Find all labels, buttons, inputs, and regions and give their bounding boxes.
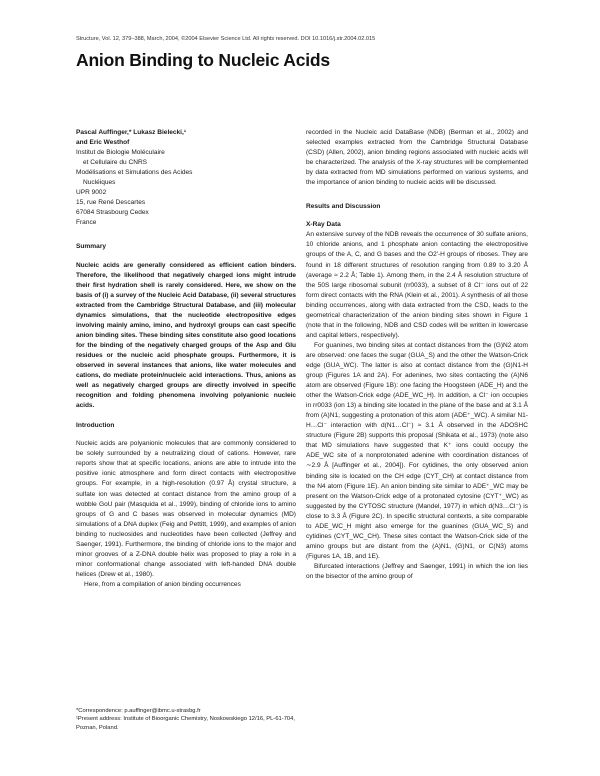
- left-column: [76, 128, 296, 590]
- xray-paragraph-2: For guanines, two binding sites at contact distances from the (G)N2 atom are observed: one faces the sugar (GUA_S) and the other the Watson-Crick edge (GUA_WC). The latter is also at contact distance from the (G)N1-H group (Figures 1A and 2A). For adenines, two sites contacting the (A)N6 atom are observed (Figure 1B): one facing the Hoogsteen (ADE_H) and the other the Watson-Crick edge (ADE_WC_H). In addition, a Cl⁻ ion occupies in rr0033 (ion 13) a binding site located in the plane of the base and at 3.1 Å from (A)N1, suggesting a protonation of this atom (ADE⁺_WC). A similar N1-H…Cl⁻ interaction with d(N1…Cl⁻) ≈ 3.1 Å observed in the ADOSHC structure (Figure 2B) supports this proposal (Shikata et al., 1973) (note also that MD simulations have suggested that K⁺ ions could occupy the ADE_WC site of a nonprotonated adenine with coordination distances of ∼2.9 Å [Auffinger et al., 2004]). For cytidines, the only observed anion binding site is located on the CH edge (CYT_CH) at contact distance from the N4 atom (Figure 1E). An anion binding site similar to ADE⁺_WC may be present on the Watson-Crick edge of a protonated cytosine (CYT⁺_WC) as suggested by the CYTOSC structure (Mandel, 1977) in which d(N3…Cl⁻) is close to 3.3 Å (Figure 2C). In specific structural contexts, a site comparable to ADE_WC_H might also emerge for the guanines (GUA_WC_S) and cytidines (CYT_WC_CH). These sites contact the Watson-Crick side of the amino groups but are distant from the (A)N1, (G)N1, or C(N3) atoms (Figures 1A, 1B, and 1E).: [306, 341, 528, 560]
- authors-line-1: Pascal Auffinger,* Lukasz Bielecki,¹: [76, 129, 187, 136]
- affiliation-line: 15, rue René Descartes: [76, 199, 146, 207]
- right-column: [306, 128, 528, 582]
- xray-paragraph-1: An extensive survey of the NDB reveals the occurrence of 30 sulfate anions, 10 chloride anions, and 1 phosphate anion contacting the electropositive groups of the A, C, and G bases and the O2′-H groups of riboses. They are found in 18 different structures of resolution ranging from 0.89 to 3.20 Å (average ≈ 2.2 Å; Table 1). Among them, in the 2.4 Å resolution structure of the 50S large ribosomal subunit (rr0033), a subset of 8 Cl⁻ ions out of 22 form direct contacts with the RNA (Klein et al., 2001). A synthesis of all those binding occurrences, along with data extracted from the CSD, leads to the geometrical characterization of the anion binding sites shown in Figure 1 (note that in the following, NDB and CSD codes will be written in lowercase and capital letters, respectively).: [306, 231, 528, 339]
- affiliation: [76, 148, 296, 228]
- affiliation-line: Nucléiques: [83, 179, 116, 187]
- article-title: Anion Binding to Nucleic Acids: [76, 50, 330, 70]
- affiliation-line: Institut de Biologie Moléculaire: [76, 149, 165, 157]
- results-heading: Results and Discussion: [306, 203, 381, 211]
- affiliation-line: Modélisations et Simulations des Acides: [76, 169, 193, 177]
- continuation-paragraph: recorded in the Nucleic acid DataBase (NDB) (Berman et al., 2002) and selected examples extracted from the Cambridge Structural Database (CSD) (Allen, 2002), anion binding regions associated with nucleic acids will be characterized. The analysis of the X-ray structures will be complemented by data extracted from MD simulations performed on various systems, and the importance of anion binding to nucleic acids will be discussed.: [306, 129, 528, 187]
- introduction-heading: Introduction: [76, 422, 115, 430]
- summary-text: Nucleic acids are generally considered as efficient cation binders. Therefore, the likelihood that negatively charged ions might intrude their first hydration shell is rarely considered. Here, we show on the basis of (i) a survey of the Nucleic Acid Database, (ii) several structures extracted from the Cambridge Structural Database, and (iii) molecular dynamics simulations, that the nucleotide electropositive edges involving mainly amino, imino, and hydroxyl groups can cast specific anion binding sites. These binding sites constitute also good locations for the binding of the negatively charged groups of the Asp and Glu residues or the nucleic acid phosphate groups. Furthermore, it is observed in several instances that anions, like water molecules and cations, do mediate protein/nucleic acid interactions. Thus, anions as well as negatively charged groups are directly involved in specific recognition and folding phenomena involving polyanionic nucleic acids.: [76, 261, 296, 410]
- authors-line-2: and Eric Westhof: [76, 139, 130, 147]
- affiliation-line: et Cellulaire du CNRS: [83, 159, 148, 167]
- introduction-paragraph-2: Here, from a compilation of anion binding occurrences: [84, 580, 241, 588]
- footnotes: [76, 707, 296, 732]
- running-head: Structure, Vol. 12, 379–388, March, 2004, ©2004 Elsevier Science Ltd. All rights reserved. DOI 10.1016/j.str.2004.02.015: [76, 36, 376, 42]
- address-footnote: ¹Present address: Institute of Bioorganic Chemistry, Noskowskiego 12/16, PL-61-704, Poznan, Poland.: [76, 716, 295, 731]
- affiliation-line: France: [76, 219, 97, 227]
- xray-paragraph-3: Bifurcated interactions (Jeffrey and Saenger, 1991) in which the ion lies on the bisector of the amino group of: [306, 562, 528, 580]
- affiliation-line: 67084 Strasbourg Cedex: [76, 209, 149, 217]
- correspondence-footnote: *Correspondence: p.auffinger@ibmc.u-strasbg.fr: [76, 708, 201, 714]
- xray-subheading: X-Ray Data: [306, 221, 341, 229]
- summary-heading: Summary: [76, 243, 107, 251]
- affiliation-line: UPR 9002: [76, 189, 107, 197]
- introduction-paragraph-1: Nucleic acids are polyanionic molecules that are commonly considered to be solely surrounded by a neutralizing cloud of cations. However, rare reports show that at specific locations, anions are able to intrude into the positive ionic atmosphere and form direct contacts with electropositive groups. For example, in a high-resolution (0.97 Å) crystal structure, a sulfate ion was detected at contact distance from the amino group of a wobble GoU pair (Masquida et al., 1999), binding of chloride ions to amino groups of G and C bases was observed in molecular dynamics (MD) simulations of a DNA duplex (Feig and Pettitt, 1999), and examples of anion binding to nucleosides and nucleotides have been collected (Jeffrey and Saenger, 1991). Furthermore, the binding of chloride ions to the major and minor grooves of a Z-DNA double helix was proposed to play a role in a minor conformational change associated with left-handed DNA double helices (Drew et al., 1980).: [76, 440, 296, 578]
